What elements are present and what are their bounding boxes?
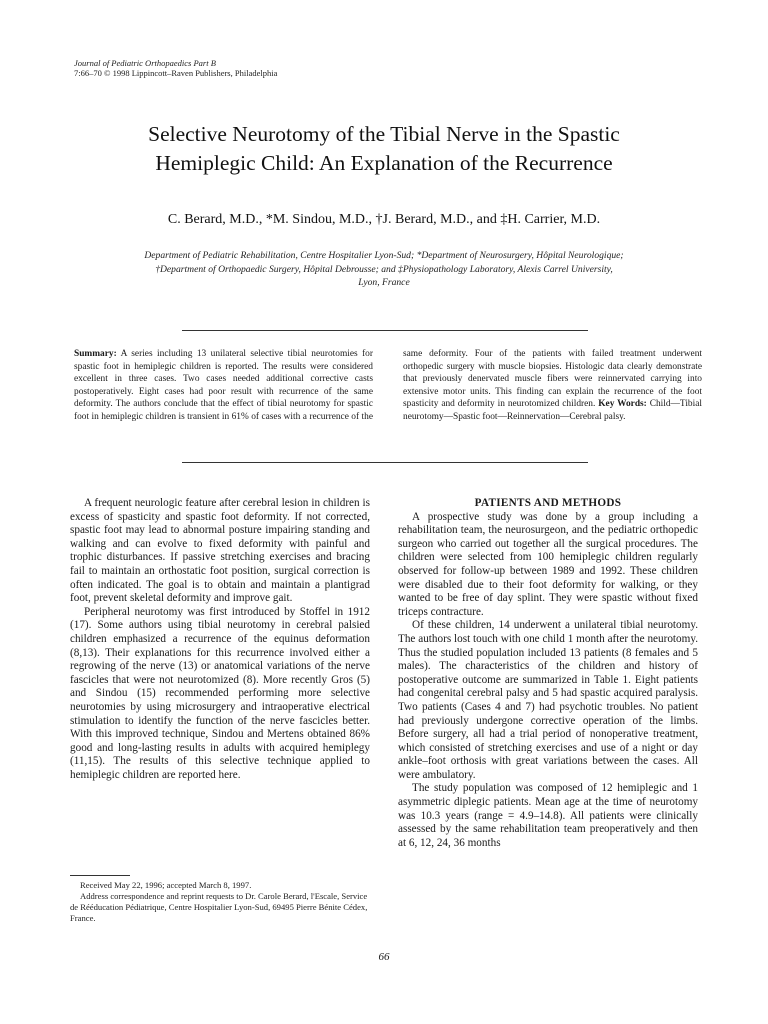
article-title <box>60 120 708 178</box>
title-line-2: Hemiplegic Child: An Explanation of the Recurrence <box>155 151 613 175</box>
intro-paragraph-1: A frequent neurologic feature after cerebral lesion in children is excess of spasticity and spastic foot deformity. If not corrected, spastic foot may lead to abnormal posture impairing standing and walking and can evolve to fixed deformity with painful and trophic disturbances. If passive stretching exercises and bracing fail to maintain an orthostatic foot position, surgical correction is often indicated. The goal is to obtain and maintain a plantigrad foot, prevent skeletal deformity and improve gait. <box>70 497 370 605</box>
keywords: Child—Tibial neurotomy—Spastic foot—Reinnervation—Cerebral palsy. <box>403 399 702 422</box>
affiliations <box>70 249 698 290</box>
left-column <box>70 497 370 782</box>
methods-paragraph-3: The study population was composed of 12 hemiplegic and 1 asymmetric diplegic patients. Mean age at the time of neurotomy was 10.3 years (range = 4.9–14.8). All patients were clinically assessed by the same rehabilitation team preoperatively and then at 6, 12, 24, 36 months <box>398 782 698 849</box>
methods-paragraph-2: Of these children, 14 underwent a unilateral tibial neurotomy. The authors lost touch with one child 1 month after the neurotomy. Thus the studied population included 13 patients (8 females and 5 males). The characteristics of the children and history of postoperative outcome are summarized in Table 1. Eight patients had congenital cerebral palsy and 5 had spastic acquired paralysis. Two patients (Cases 4 and 7) had psychotic troubles. No patient had previously undergone corrective operation of the limbs. Before surgery, all had a trial period of nonoperative treatment, which consisted of stretching exercises and use of a night or day ankle–foot orthosis with great variations between the cases. All were ambulatory. <box>398 619 698 781</box>
affiliation-line-1: Department of Pediatric Rehabilitation, Centre Hospitalier Lyon-Sud; *Department of Neurosurgery, Hôpital Neurologique; <box>144 250 624 261</box>
footnote-received: Received May 22, 1996; accepted March 8, 1997. <box>80 880 252 890</box>
page-number: 66 <box>378 951 390 963</box>
journal-name: Journal of Pediatric Orthopaedics Part B <box>74 58 216 68</box>
abstract-text: A series including 13 unilateral selective tibial neurotomies for spastic foot in hemiplegic children is reported. The results were considered excellent in three cases. Two cases needed additional corrective casts postoperatively. Eight cases had poor result with recurrence of the same deformity. The authors conclude that the effect of tibial neurotomy for spastic foot in hemiplegic children is transient in 61% of cases with a recurrence of the same deformity. Four of the patients with failed treatment underwent orthopedic surgery with muscle biopsies. Histologic data clearly demonstrate that previously denervated muscle fibers were reinnervated carrying into extensive motor units. This finding can explain the recurrence of the foot spasticity and deformity in neurotomized children. <box>74 349 702 422</box>
keywords-label: Key Words: <box>598 399 647 409</box>
methods-paragraph-1: A prospective study was done by a group including a rehabilitation team, the neurosurgeon, and the pediatric orthopedic surgeon who carried out together all the surgical procedures. The children were selected from 100 hemiplegic children regularly observed for follow-up between 1989 and 1992. These children were disabled due to their foot deformity for walking, or they wanted to be free of day splint. They were spastic without fixed triceps contracture. <box>398 510 698 618</box>
abstract-label: Summary: <box>74 349 117 359</box>
abstract-top-rule <box>182 330 588 331</box>
affiliation-line-2: †Department of Orthopaedic Surgery, Hôpital Debrousse; and ‡Physiopathology Laboratory, Alexis Carrel University, <box>155 263 613 275</box>
section-heading: PATIENTS AND METHODS <box>474 497 622 509</box>
affiliation-line-3: Lyon, France <box>358 277 410 288</box>
title-line-1: Selective Neurotomy of the Tibial Nerve in the Spastic <box>148 122 620 146</box>
footnote-rule <box>70 875 130 876</box>
journal-header <box>74 58 277 78</box>
footnote-address: Address correspondence and reprint requests to Dr. Carole Berard, l'Escale, Service de Rééducation Pédiatrique, Centre Hospitalier Lyon-Sud, 69495 Pierre Bénite Cédex, France. <box>70 891 368 923</box>
footnote <box>70 880 370 924</box>
abstract-bottom-rule <box>182 462 588 463</box>
abstract <box>74 348 702 448</box>
intro-paragraph-2: Peripheral neurotomy was first introduced by Stoffel in 1912 (17). Some authors using tibial neurotomy in cerebral palsied children emphasized a recurrence of the equinus deformation (8,13). Their explanations for this recurrence involved either a regrowing of the nerve (13) or anatomical variations of the nerve fascicles that were not neurotomized (8). More recently Gros (5) and Sindou (15) recommended performing more selective neurotomies by using microsurgery and intraoperative electrical stimulation to identify the function of the nerve fascicles better. With this improved technique, Sindou and Mertens obtained 86% good and long-lasting results in adults with acquired hemiplegy (11,15). The results of this selective technique applied to hemiplegic children are reported here. <box>70 605 370 781</box>
author-list: C. Berard, M.D., *M. Sindou, M.D., †J. Berard, M.D., and ‡H. Carrier, M.D. <box>167 212 601 227</box>
journal-citation: 7:66–70 © 1998 Lippincott–Raven Publishers, Philadelphia <box>74 68 278 78</box>
right-column <box>398 497 698 850</box>
